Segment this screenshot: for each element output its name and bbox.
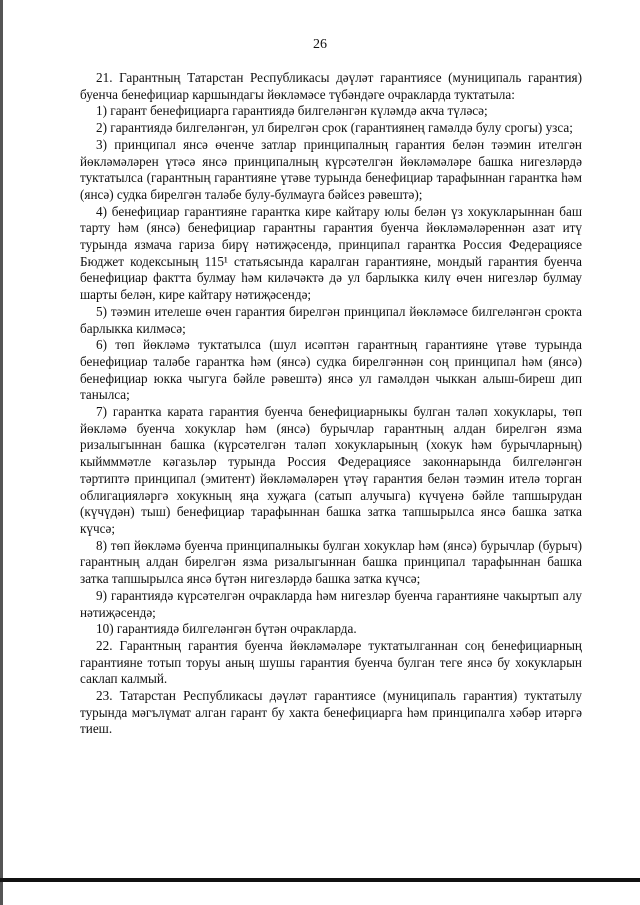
paragraph-21: 21. Гарантның Татарстан Республикасы дәүләт гарантиясе (муниципаль гарантия) буенча бенефициар каршындагы йөкләмәсе түбәндәге очракларда туктатыла: (80, 70, 582, 102)
paragraph-22: 22. Гарантның гарантия буенча йөкләмәләре туктатылганнан соң бенефициарның гарантияне тотып торуы аның шушы гарантия буенча булган теге янсә бу хокукларын саклап калмый. (80, 637, 582, 687)
page-number: 26 (313, 37, 327, 52)
list-item-1: 1) гарант бенефициарга гарантиядә билгеләнгән күләмдә акча түләсә; (96, 103, 488, 119)
list-item-5: 5) тәэмин ителеше өчен гарантия бирелгән принципал йөкләмәсе билгеләнгән срокта барлыкка килмәсә; (80, 303, 582, 336)
scan-bottom-bar (0, 878, 640, 882)
list-item-2: 2) гарантиядә билгеләнгән, ул бирелгән срок (гарантиянең гамәлдә булу срогы) узса; (96, 120, 573, 136)
paragraph-23: 23. Татарстан Республикасы дәүләт гарантиясе (муниципаль гарантия) туктатылу турында мәгълүмат алган гарант бу хакта бенефициарга һәм принципалга хәбәр итәргә тиеш. (80, 688, 582, 737)
list-item-3: 3) принципал янсә өченче затлар принципалның гарантия белән тәэмин ителгән йөкләмәләрен үтәсә янсә принципалның күрсәтелгән йөкләмәләре башка нигезләрдә туктатылса (гарантның гарантияне үтәве турында бенефициар тарафыннан гарантка һәм (янсә) судка бирелгән таләбе булу-булмауга бәйсез рәвештә); (80, 136, 582, 202)
list-item-9: 9) гарантиядә күрсәтелгән очракларда һәм нигезләр буенча гарантияне чакыртып алу нәтиҗәсендә; (80, 587, 582, 620)
list-item-10: 10) гарантиядә билгеләнгән бүтән очракларда. (96, 621, 357, 637)
list-item-4: 4) бенефициар гарантияне гарантка кире кайтару юлы белән үз хокукларыннан баш тарту һәм (янсә) бенефициар гарантны гарантия буенча йөкләмәләреннән азат итү турында язмача гариза бирү нәтиҗәсендә, принципал гарантка Россия Федерациясе Бюджет кодексының 115¹ статьясында каралган гарантияне, мондый гарантия буенча бенефициар фактта булмау һәм киләчәктә дә ул барлыкка килү өчен нигезләр булмау шарты белән, кире кайтару нәтиҗәсендә; (80, 203, 582, 303)
list-item-7: 7) гарантка карата гарантия буенча бенефициарныкы булган таләп хокуклары, төп йөкләмә буенча хокуклар һәм (янсә) бурычлар гарантның алдан бирелгән язма ризалыгыннан башка (күрсәтелгән таләп хокукларының (хокук һәм бурычларның) кыймммәтле кәгазьләр турында Россия Федерациясе законнарында билгеләнгән тәртиптә принципал (эмитент) йөкләмәләрен үтәү гарантия белән тәэмин ителә торган облигацияләргә хокукның яңа хуҗага (сатып алучыга) күчүенә бәйле тапшырудан (күчүдән) тыш) бенефициар тарафыннан башка затка тапшырылса янсә башка затка күчсә; (80, 404, 582, 536)
list-item-6: 6) төп йөкләмә туктатылса (шул исәптән гарантның гарантияне үтәве турында бенефициар таләбе гарантка һәм (янсә) судка бирелгәннән соң принципал һәм (янсә) бенефициар юкка чыгуга бәйле рәвештә) янсә ул гамәлдән чыккан алыш-биреш дип танылса; (80, 337, 582, 403)
document-body (80, 70, 582, 738)
list-item-8: 8) төп йөкләмә буенча принципалныкы булган хокуклар һәм (янсә) бурычлар (бурыч) гарантның алдан бирелгән язма ризалыгыннан башка принципал тарафыннан башка затка тапшырылса янсә бүтән нигезләрдә башка затка күчсә; (80, 537, 582, 587)
scan-left-edge (0, 0, 3, 905)
